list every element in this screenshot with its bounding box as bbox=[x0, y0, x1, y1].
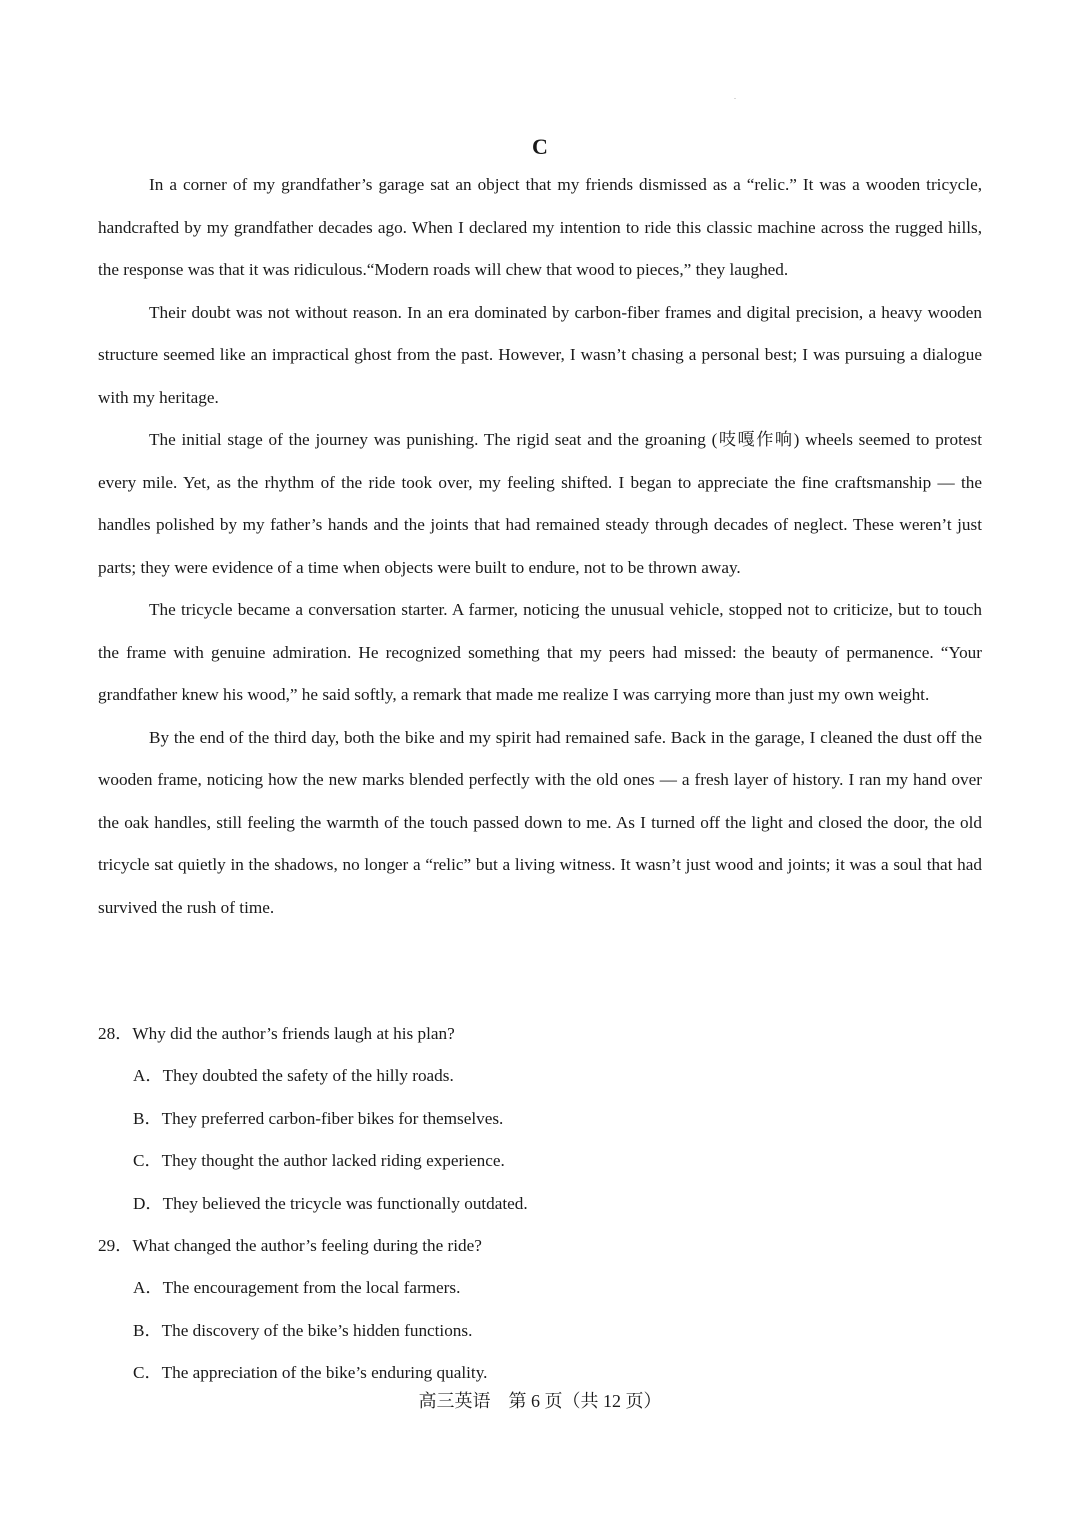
question-29-option-b: B．The discovery of the bike’s hidden functions. bbox=[133, 1320, 473, 1340]
reading-passage bbox=[98, 164, 982, 929]
passage-paragraph-1: In a corner of my grandfather’s garage sat an object that my friends dismissed as a “relic.” It was a wooden tricycle, handcrafted by my grandfather decades ago. When I declared my intention to ride this classic machine across the rugged hills, the response was that it was ridiculous.“Modern roads will chew that wood to pieces,” they laughed. bbox=[98, 175, 982, 279]
page-footer: 高三英语 第 6 页（共 12 页） bbox=[418, 1391, 662, 1411]
passage-paragraph-3: The initial stage of the journey was punishing. The rigid seat and the groaning (吱嘎作响) wheels seemed to protest every mile. Yet, as the rhythm of the ride took over, my feeling shifted. I began to appreciate the fine craftsmanship — the handles polished by my father’s hands and the joints that had remained steady through decades of neglect. These weren’t just parts; they were evidence of a time when objects were built to endure, not to be thrown away. bbox=[98, 430, 982, 577]
question-28-option-d: D．They believed the tricycle was functionally outdated. bbox=[133, 1193, 528, 1213]
question-28 bbox=[98, 1013, 982, 1225]
passage-paragraph-4: The tricycle became a conversation starter. A farmer, noticing the unusual vehicle, stopped not to criticize, but to touch the frame with genuine admiration. He recognized something that my peers had missed: the beauty of permanence. “Your grandfather knew his wood,” he said softly, a remark that made me realize I was carrying more than just my own weight. bbox=[98, 600, 982, 704]
question-stem: 29．What changed the author’s feeling during the ride? bbox=[98, 1236, 482, 1256]
question-list bbox=[98, 1013, 982, 1395]
section-heading: C bbox=[532, 134, 548, 159]
question-29 bbox=[98, 1225, 982, 1395]
question-28-option-b: B．They preferred carbon-fiber bikes for themselves. bbox=[133, 1108, 504, 1128]
scan-speck bbox=[734, 98, 736, 99]
question-stem: 28．Why did the author’s friends laugh at his plan? bbox=[98, 1024, 455, 1043]
passage-paragraph-2: Their doubt was not without reason. In an era dominated by carbon-fiber frames and digital precision, a heavy wooden structure seemed like an impractical ghost from the past. However, I wasn’t chasing a personal best; I was pursuing a dialogue with my heritage. bbox=[98, 302, 982, 407]
question-28-option-a: A．They doubted the safety of the hilly roads. bbox=[133, 1066, 454, 1086]
question-29-option-c: C．The appreciation of the bike’s enduring quality. bbox=[133, 1363, 488, 1383]
passage-paragraph-5: By the end of the third day, both the bike and my spirit had remained safe. Back in the garage, I cleaned the dust off the wooden frame, noticing how the new marks blended perfectly with the old ones — a fresh layer of history. I ran my hand over the oak handles, still feeling the warmth of the touch passed down to me. As I turned off the light and closed the door, the old tricycle sat quietly in the shadows, no longer a “relic” but a living witness. It wasn’t just wood and joints; it was a soul that had survived the rush of time. bbox=[98, 727, 982, 917]
question-29-option-a: A．The encouragement from the local farmers. bbox=[133, 1278, 461, 1298]
question-28-option-c: C．They thought the author lacked riding experience. bbox=[133, 1151, 505, 1171]
